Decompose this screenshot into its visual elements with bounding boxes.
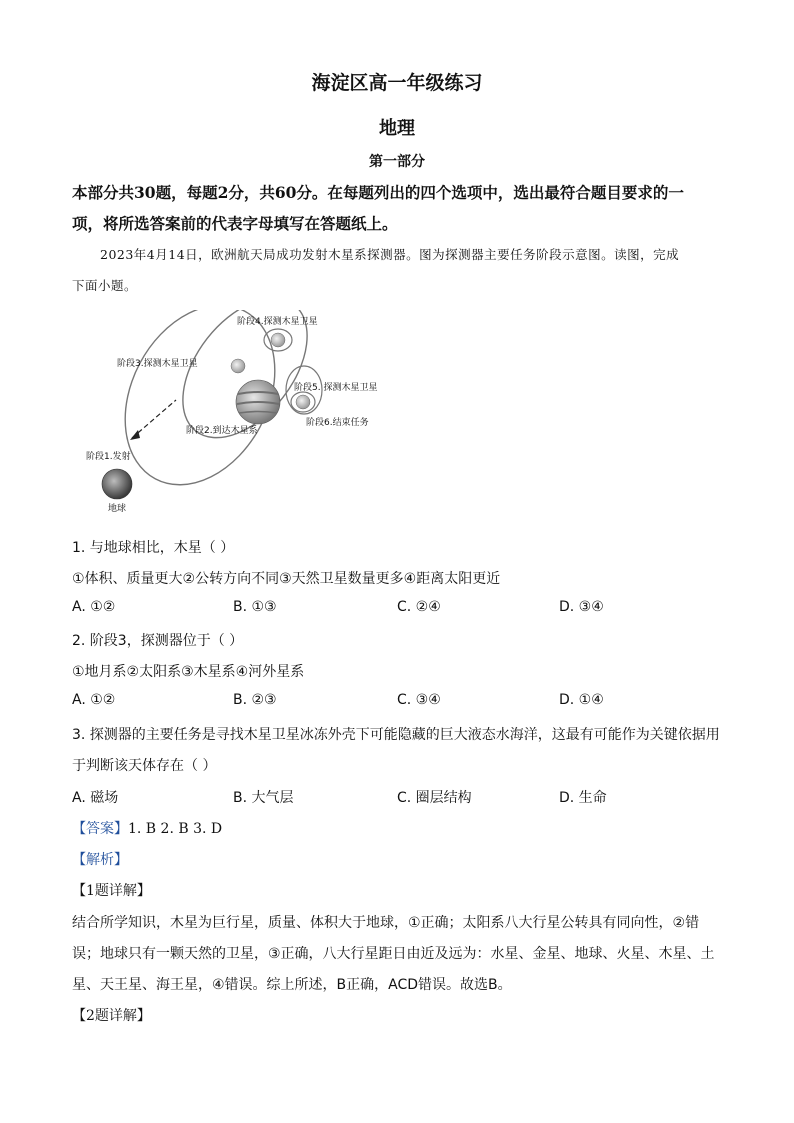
q1-detail-line-3: 星、天王星、海王星，④错误。综上所述，B正确，ACD错误。故选B。 [72,977,512,993]
question-1-statements: ①体积、质量更大②公转方向不同③天然卫星数量更多④距离太阳更近 [72,571,501,587]
analysis-tag: 【解析】 [72,852,128,868]
part-heading: 第一部分 [369,154,425,170]
q1-option-a[interactable]: A. ①② [72,599,116,615]
q2-detail-tag: 【2题详解】 [72,1008,151,1024]
label-stage3: 阶段3.探测木星卫星 [117,359,198,369]
q2-option-d[interactable]: D. ①④ [559,692,604,708]
label-stage4: 阶段4.探测木星卫星 [237,317,318,327]
answer-values: 1. B 2. B 3. D [128,821,223,837]
label-stage5: 阶段5. 探测木星卫星 [294,383,378,393]
subject-title: 地理 [379,118,415,139]
moon-stage4 [271,333,285,347]
q2-option-b[interactable]: B. ②③ [233,692,277,708]
question-2-statements: ①地月系②太阳系③木星系④河外星系 [72,664,305,680]
q1-option-c[interactable]: C. ②④ [397,599,441,615]
q1-option-b[interactable]: B. ①③ [233,599,277,615]
launch-trajectory [132,400,176,438]
question-1-stem: 1. 与地球相比，木星（ ） [72,540,235,556]
q1-option-d[interactable]: D. ③④ [559,599,604,615]
q2-option-a[interactable]: A. ①② [72,692,116,708]
q3-option-b[interactable]: B. 大气层 [233,790,294,806]
answer-tag: 【答案】 [72,821,128,837]
document-title: 海淀区高一年级练习 [311,72,483,94]
passage-line-2: 下面小题。 [72,278,138,293]
instructions-line-1: 本部分共30题，每题2分，共60分。在每题列出的四个选项中，选出最符合题目要求的一 [72,183,684,202]
arrow-head-icon [130,430,140,440]
label-stage1: 阶段1.发射 [86,452,131,462]
q3-option-c[interactable]: C. 圈层结构 [397,790,472,806]
question-3-stem-line-1: 3. 探测器的主要任务是寻找木星卫星冰冻外壳下可能隐藏的巨大液态水海洋，这最有可能作为关键依据用 [72,727,720,743]
moon-stage3 [231,359,245,373]
q1-detail-line-2: 误；地球只有一颗天然的卫星，③正确，八大行星距日由近及远为：水星、金星、地球、火星、木星、土 [72,946,715,962]
q3-option-d[interactable]: D. 生命 [559,790,607,806]
question-2-stem: 2. 阶段3，探测器位于（ ） [72,633,244,649]
label-stage6: 阶段6.结束任务 [306,418,369,428]
label-earth: 地球 [108,504,127,514]
earth-planet [102,469,132,499]
instructions-line-2: 项，将所选答案前的代表字母填写在答题纸上。 [72,214,398,233]
q1-detail-tag: 【1题详解】 [72,883,151,899]
answer-line [72,818,722,838]
passage-line-1: 2023年4月14日，欧洲航天局成功发射木星系探测器。图为探测器主要任务阶段示意图。读图，完成 [100,247,680,262]
q2-option-c[interactable]: C. ③④ [397,692,441,708]
label-stage2: 阶段2.到达木星系 [186,426,258,436]
q1-detail-line-1: 结合所学知识，木星为巨行星，质量、体积大于地球，①正确；太阳系八大行星公转具有同向性，②错 [72,915,700,931]
moon-stage5 [296,395,310,409]
q3-option-a[interactable]: A. 磁场 [72,790,119,806]
question-3-stem-line-2: 于判断该天体存在（ ） [72,758,217,774]
mission-stage-diagram [80,310,400,520]
